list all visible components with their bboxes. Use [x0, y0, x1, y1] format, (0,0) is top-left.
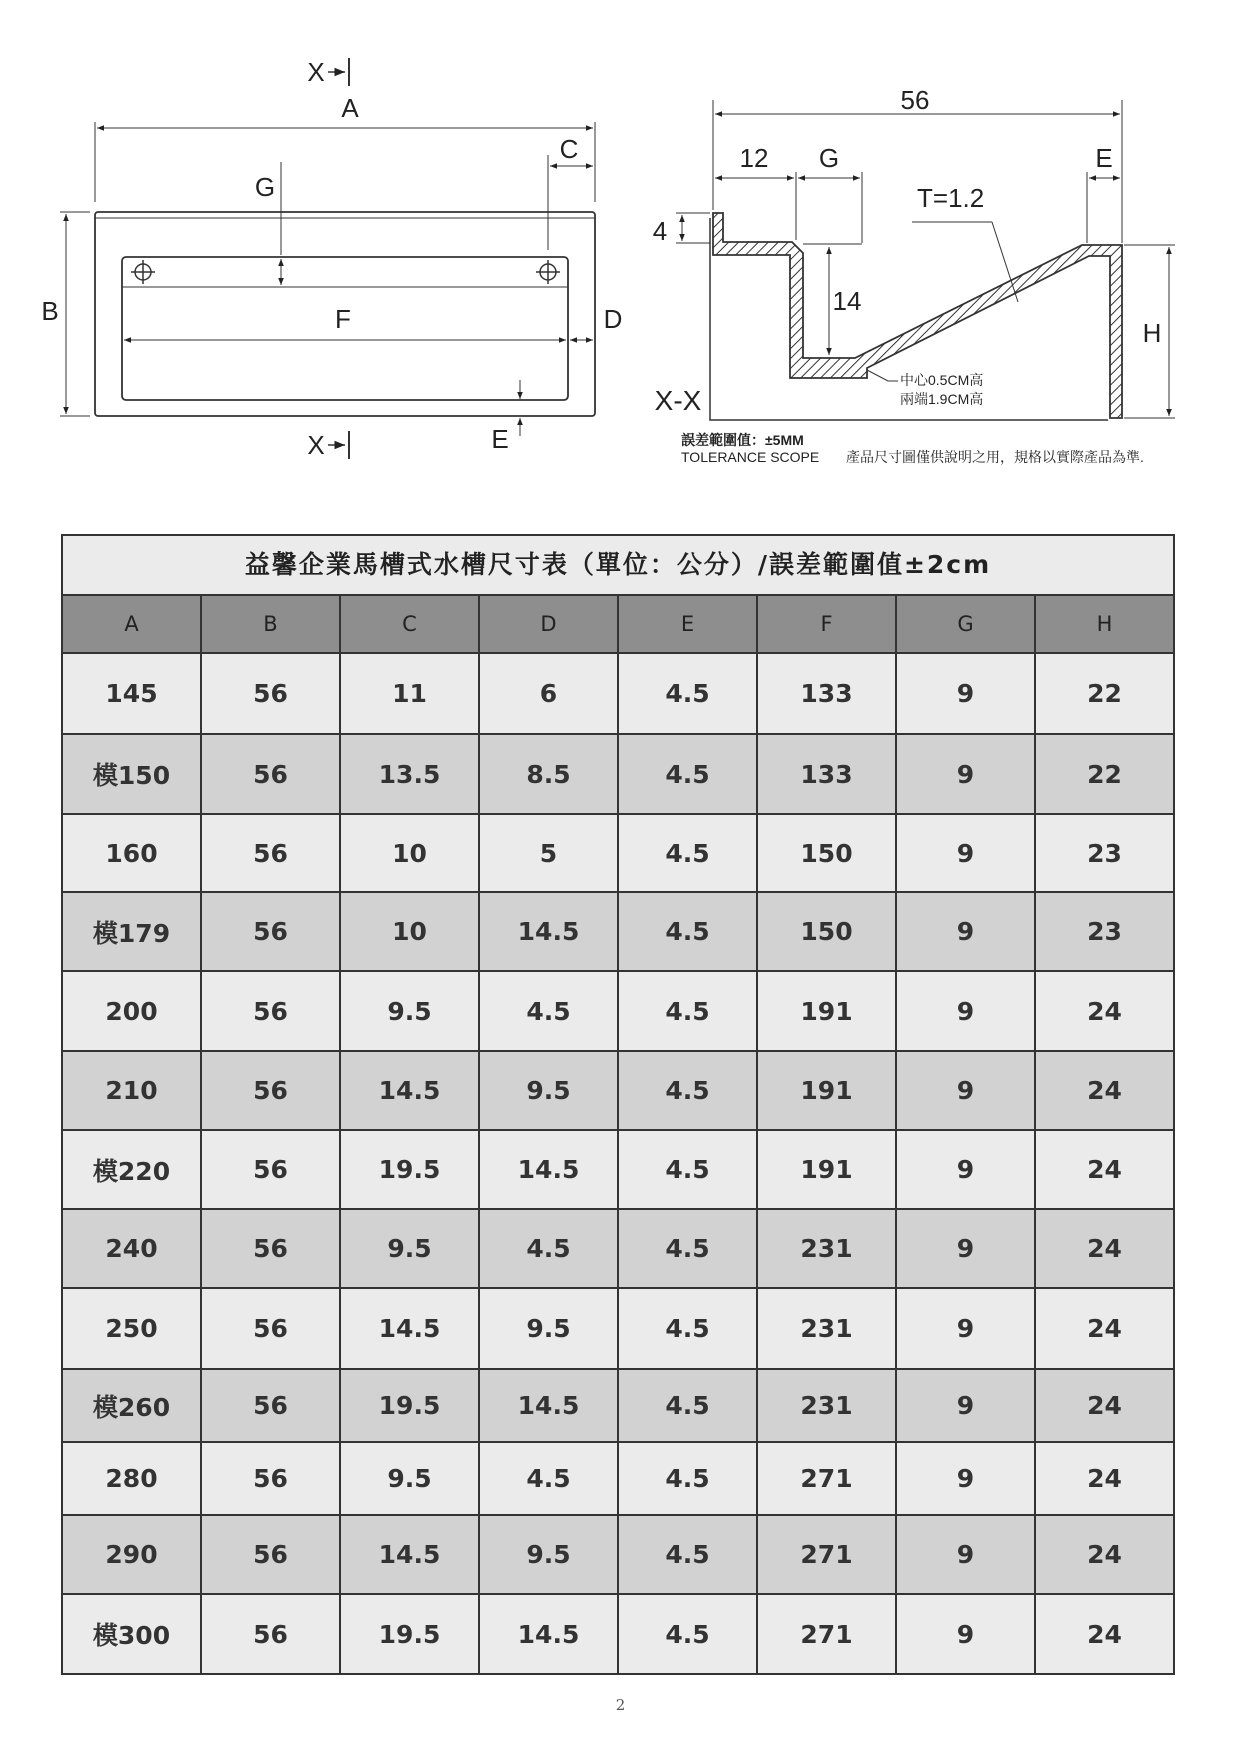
section-view — [653, 85, 1175, 420]
header-b: B — [201, 595, 340, 653]
table-cell-e: 4.5 — [618, 1515, 757, 1594]
table-cell-h: 23 — [1035, 892, 1174, 971]
tolerance-notes — [681, 432, 1144, 466]
table-cell-c: 14.5 — [340, 1051, 479, 1130]
tolerance-en: TOLERANCE SCOPE — [681, 449, 820, 465]
table-cell-c: 9.5 — [340, 1209, 479, 1288]
table-cell-d: 5 — [479, 814, 618, 892]
table-row — [62, 1209, 1174, 1288]
table-cell-e: 4.5 — [618, 1442, 757, 1515]
table-row — [62, 1515, 1174, 1594]
table-cell-d: 4.5 — [479, 1209, 618, 1288]
table-cell-c: 10 — [340, 892, 479, 971]
table-cell-a: 200 — [62, 971, 201, 1051]
table-cell-b: 56 — [201, 734, 340, 814]
table-cell-f: 231 — [757, 1288, 896, 1369]
label-e-section: E — [1095, 143, 1113, 173]
table-row — [62, 1288, 1174, 1369]
table-row — [62, 971, 1174, 1051]
table-cell-d: 4.5 — [479, 971, 618, 1051]
table-cell-h: 24 — [1035, 971, 1174, 1051]
table-cell-b: 56 — [201, 1130, 340, 1209]
table-cell-d: 9.5 — [479, 1051, 618, 1130]
note-center-height: 中心0.5CM高 — [900, 372, 984, 388]
table-cell-c: 14.5 — [340, 1288, 479, 1369]
table-row — [62, 734, 1174, 814]
table-cell-d: 9.5 — [479, 1515, 618, 1594]
table-cell-a: 240 — [62, 1209, 201, 1288]
table-cell-g: 9 — [896, 1594, 1035, 1674]
table-cell-b: 56 — [201, 1209, 340, 1288]
header-h: H — [1035, 595, 1174, 653]
table-cell-e: 4.5 — [618, 1369, 757, 1442]
table-cell-h: 24 — [1035, 1369, 1174, 1442]
table-cell-f: 150 — [757, 814, 896, 892]
table-cell-d: 14.5 — [479, 892, 618, 971]
header-a: A — [62, 595, 201, 653]
table-row — [62, 814, 1174, 892]
table-row — [62, 653, 1174, 734]
label-thickness: T=1.2 — [917, 183, 985, 213]
table-cell-f: 150 — [757, 892, 896, 971]
table-cell-c: 13.5 — [340, 734, 479, 814]
table-cell-g: 9 — [896, 1515, 1035, 1594]
drawing-svg — [0, 0, 1241, 480]
spec-table-wrapper — [61, 534, 1175, 1675]
table-title: 益馨企業馬槽式水槽尺寸表（單位：公分）/誤差範圍值±2cm — [61, 534, 1175, 594]
table-row — [62, 1051, 1174, 1130]
table-cell-b: 56 — [201, 1369, 340, 1442]
header-g: G — [896, 595, 1035, 653]
label-14: 14 — [832, 286, 862, 316]
table-cell-c: 9.5 — [340, 971, 479, 1051]
table-cell-a: 模220 — [62, 1130, 201, 1209]
table-cell-b: 56 — [201, 1288, 340, 1369]
table-cell-b: 56 — [201, 1442, 340, 1515]
table-cell-g: 9 — [896, 1051, 1035, 1130]
table-cell-d: 14.5 — [479, 1594, 618, 1674]
table-cell-f: 191 — [757, 1130, 896, 1209]
table-cell-b: 56 — [201, 1051, 340, 1130]
table-cell-h: 24 — [1035, 1051, 1174, 1130]
table-row — [62, 1594, 1174, 1674]
header-c: C — [340, 595, 479, 653]
table-cell-a: 模300 — [62, 1594, 201, 1674]
table-cell-g: 9 — [896, 1442, 1035, 1515]
page-number: 2 — [615, 1696, 626, 1714]
table-cell-b: 56 — [201, 814, 340, 892]
table-row — [62, 1442, 1174, 1515]
table-cell-g: 9 — [896, 1288, 1035, 1369]
table-cell-a: 145 — [62, 653, 201, 734]
table-cell-g: 9 — [896, 734, 1035, 814]
table-cell-h: 24 — [1035, 1288, 1174, 1369]
label-g: G — [254, 172, 276, 202]
table-cell-f: 133 — [757, 653, 896, 734]
label-f: F — [335, 304, 351, 334]
table-cell-c: 19.5 — [340, 1130, 479, 1209]
table-body — [62, 653, 1174, 1674]
tolerance-cn: 誤差範圍值：±5MM — [681, 432, 804, 448]
table-cell-g: 9 — [896, 971, 1035, 1051]
table-row — [62, 1130, 1174, 1209]
table-cell-h: 24 — [1035, 1442, 1174, 1515]
table-cell-e: 4.5 — [618, 814, 757, 892]
table-cell-d: 6 — [479, 653, 618, 734]
technical-drawing — [0, 0, 1241, 480]
table-cell-e: 4.5 — [618, 1594, 757, 1674]
table-cell-e: 4.5 — [618, 1051, 757, 1130]
disclaimer: 產品尺寸圖僅供說明之用，規格以實際產品為準. — [846, 449, 1144, 465]
table-cell-b: 56 — [201, 971, 340, 1051]
table-cell-e: 4.5 — [618, 892, 757, 971]
table-cell-h: 23 — [1035, 814, 1174, 892]
label-section-xx: X-X — [654, 385, 702, 416]
label-12: 12 — [739, 143, 769, 173]
table-cell-c: 10 — [340, 814, 479, 892]
table-cell-f: 271 — [757, 1515, 896, 1594]
table-cell-f: 271 — [757, 1594, 896, 1674]
table-cell-g: 9 — [896, 892, 1035, 971]
label-x-bottom: X — [307, 430, 325, 460]
table-cell-a: 290 — [62, 1515, 201, 1594]
table-cell-a: 模150 — [62, 734, 201, 814]
table-cell-d: 9.5 — [479, 1288, 618, 1369]
table-cell-c: 19.5 — [340, 1594, 479, 1674]
table-cell-e: 4.5 — [618, 1209, 757, 1288]
table-cell-h: 22 — [1035, 734, 1174, 814]
table-cell-a: 250 — [62, 1288, 201, 1369]
table-cell-g: 9 — [896, 1130, 1035, 1209]
table-cell-h: 24 — [1035, 1209, 1174, 1288]
table-cell-e: 4.5 — [618, 734, 757, 814]
table-cell-d: 8.5 — [479, 734, 618, 814]
table-cell-f: 191 — [757, 1051, 896, 1130]
table-cell-d: 14.5 — [479, 1130, 618, 1209]
table-cell-h: 24 — [1035, 1594, 1174, 1674]
label-a: A — [341, 93, 359, 123]
mounting-hole-right — [536, 260, 560, 284]
label-d: D — [603, 304, 623, 334]
mounting-hole-left — [131, 260, 155, 284]
table-cell-a: 模260 — [62, 1369, 201, 1442]
table-cell-h: 24 — [1035, 1130, 1174, 1209]
label-c: C — [559, 134, 579, 164]
table-cell-c: 9.5 — [340, 1442, 479, 1515]
table-cell-a: 160 — [62, 814, 201, 892]
table-cell-e: 4.5 — [618, 1288, 757, 1369]
label-g-section: G — [818, 143, 840, 173]
table-row — [62, 892, 1174, 971]
table-cell-b: 56 — [201, 653, 340, 734]
table-cell-g: 9 — [896, 1369, 1035, 1442]
header-row — [62, 595, 1174, 653]
table-cell-f: 231 — [757, 1209, 896, 1288]
label-4: 4 — [652, 216, 668, 246]
note-end-height: 兩端1.9CM高 — [900, 391, 984, 407]
table-cell-e: 4.5 — [618, 1130, 757, 1209]
table-cell-g: 9 — [896, 814, 1035, 892]
table-cell-g: 9 — [896, 1209, 1035, 1288]
table-cell-f: 133 — [757, 734, 896, 814]
label-56: 56 — [900, 85, 930, 115]
table-cell-b: 56 — [201, 1594, 340, 1674]
table-cell-h: 22 — [1035, 653, 1174, 734]
table-cell-f: 231 — [757, 1369, 896, 1442]
table-cell-e: 4.5 — [618, 653, 757, 734]
table-cell-a: 210 — [62, 1051, 201, 1130]
table-cell-c: 19.5 — [340, 1369, 479, 1442]
table-row — [62, 1369, 1174, 1442]
table-cell-c: 11 — [340, 653, 479, 734]
table-cell-h: 24 — [1035, 1515, 1174, 1594]
label-b: B — [41, 296, 59, 326]
label-h: H — [1142, 318, 1162, 348]
table-cell-a: 280 — [62, 1442, 201, 1515]
table-cell-b: 56 — [201, 892, 340, 971]
table-cell-d: 14.5 — [479, 1369, 618, 1442]
table-cell-f: 271 — [757, 1442, 896, 1515]
plan-view — [60, 58, 595, 459]
header-d: D — [479, 595, 618, 653]
table-cell-g: 9 — [896, 653, 1035, 734]
table-cell-c: 14.5 — [340, 1515, 479, 1594]
table-cell-f: 191 — [757, 971, 896, 1051]
header-e: E — [618, 595, 757, 653]
table-cell-b: 56 — [201, 1515, 340, 1594]
header-f: F — [757, 595, 896, 653]
spec-table — [61, 534, 1175, 1675]
table-cell-e: 4.5 — [618, 971, 757, 1051]
table-cell-d: 4.5 — [479, 1442, 618, 1515]
label-e: E — [491, 424, 509, 454]
table-cell-a: 模179 — [62, 892, 201, 971]
label-x-top: X — [307, 57, 325, 87]
